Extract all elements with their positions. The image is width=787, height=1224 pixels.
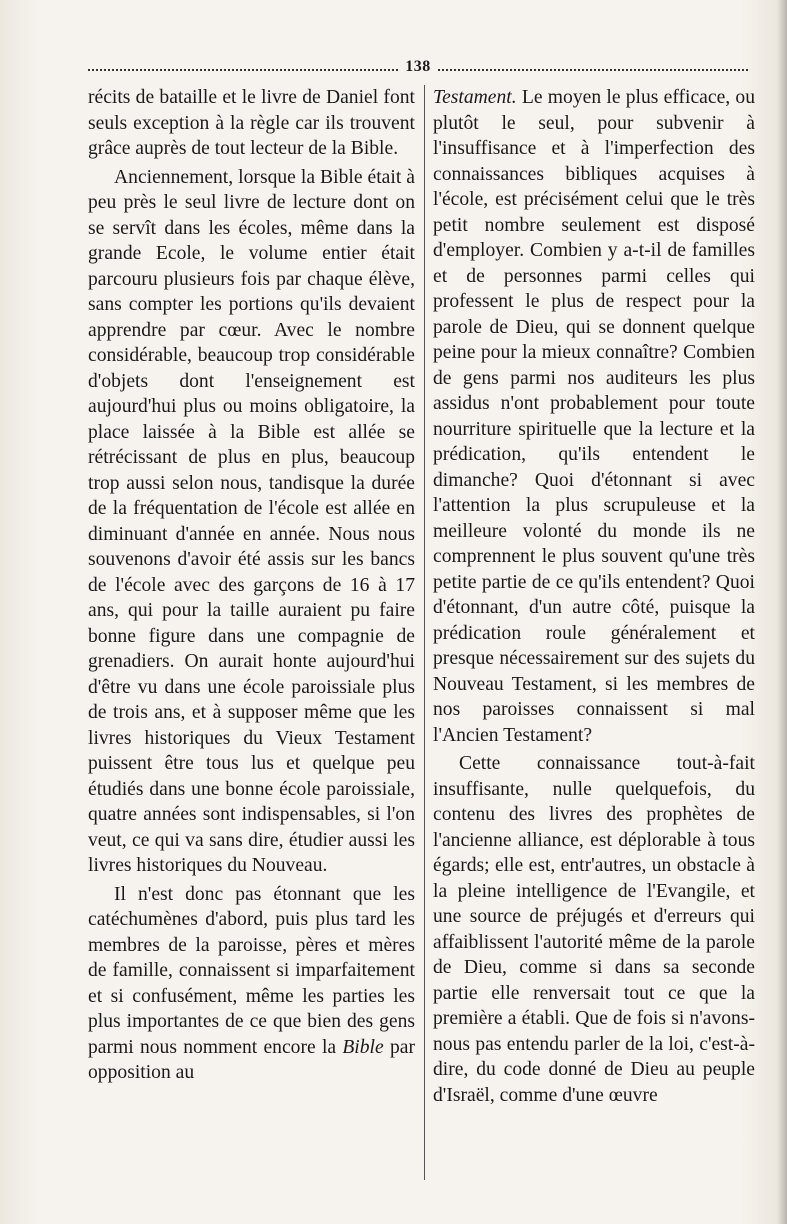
page-edge-shadow — [777, 0, 787, 1224]
left-paragraph-3 — [88, 882, 415, 1086]
header-rule-right — [438, 69, 748, 71]
page-number: 138 — [405, 58, 431, 75]
header-rule-left — [88, 69, 398, 71]
left-paragraph-3-italic: Bible — [342, 1036, 384, 1058]
right-paragraph-2: Cette connaissance tout-à-fait insuffisante, nulle quelquefois, du contenu des livres des prophètes de l'ancienne alliance, est déplorable à tous égards; elle est, entr'autres, un obstacle à la pleine intelligence de l'Evangile, et une source de préjugés et d'erreurs qui affaiblissent l'autorité même de la parole de Dieu, comme si dans sa seconde partie elle renversait tout ce que la première a établi. Que de fois si n'avons-nous pas entendu parler de la loi, c'est-à-dire, du code donné de Dieu au peuple d'Israël, comme d'une œuvre — [433, 753, 755, 1106]
left-paragraph-2: Anciennement, lorsque la Bible était à peu près le seul livre de lecture dont on se servît dans les écoles, même dans la grande Ecole, le volume entier était parcouru plusieurs fois par chaque élève, sans compter les portions qu'ils devaient apprendre par cœur. Avec le nombre considérable, beaucoup trop considérable d'objets dont l'enseignement est aujourd'hui plus ou moins obligatoire, la place laissée à la Bible est allée se rétrécissant de plus en plus, beaucoup trop aussi selon nous, tandisque la durée de la fréquentation de l'école est allée en diminuant d'année en année. Nous nous souvenons d'avoir été assis sur les bancs de l'école avec des garçons de 16 à 17 ans, qui pour la taille auraient pu faire bonne figure dans une compagnie de grenadiers. On aurait honte aujourd'hui d'être vu dans une école paroissiale plus de trois ans, et à supposer même que les livres historiques du Vieux Testament puissent être tous lus et quelque peu étudiés dans une bonne école paroissiale, quatre années sont indispensables, si l'on veut, ce qui va sans dire, étudier aussi les livres historiques du Nouveau. — [88, 166, 415, 876]
right-column — [433, 85, 755, 1108]
left-column — [88, 85, 415, 1086]
right-paragraph-1-text: Le moyen le plus efficace, ou plutôt le seul, pour subvenir à l'insuffisance et à l'imperfection des connaissances bibliques acquises à l'école, est précisément celui que le très petit nombre seulement est disposé d'employer. Combien y a-t-il de familles et de personnes parmi celles qui professent le plus de respect pour la parole de Dieu, qui se donnent quelque peine pour la mieux connaître? Combien de gens parmi nos auditeurs les plus assidus n'ont probablement pour toute nourriture spirituelle que la lecture et la prédication, qu'ils entendent le dimanche? Quoi d'étonnant si avec l'attention la plus scrupuleuse et la meilleure volonté du monde ils ne comprennent le plus souvent qu'une très petite partie de ce qu'ils entendent? Quoi d'étonnant, d'un autre côté, puisque la prédication roule généralement et presque nécessairement sur des sujets du Nouveau Testament, si les membres de nos paroisses connaissent si mal l'Ancien Testament? — [433, 87, 756, 746]
page-header — [88, 58, 748, 78]
left-paragraph-3-end: par opposition au — [88, 1036, 415, 1083]
left-paragraph-3-text: Il n'est donc pas étonnant que les catéchumènes d'abord, puis plus tard les membres de la paroisse, pères et mères de famille, connaissent si imparfaitement et si confusément, même les parties les plus importantes de ce que bien des gens parmi nous nomment encore la — [88, 883, 415, 1058]
left-paragraph-1: récits de bataille et le livre de Daniel font seuls exception à la règle car ils trouvent grâce auprès de tout lecteur de la Bible. — [88, 87, 415, 159]
right-paragraph-1-italic: Testament. — [433, 87, 517, 108]
column-divider — [424, 85, 425, 1180]
right-paragraph-1 — [433, 85, 755, 748]
